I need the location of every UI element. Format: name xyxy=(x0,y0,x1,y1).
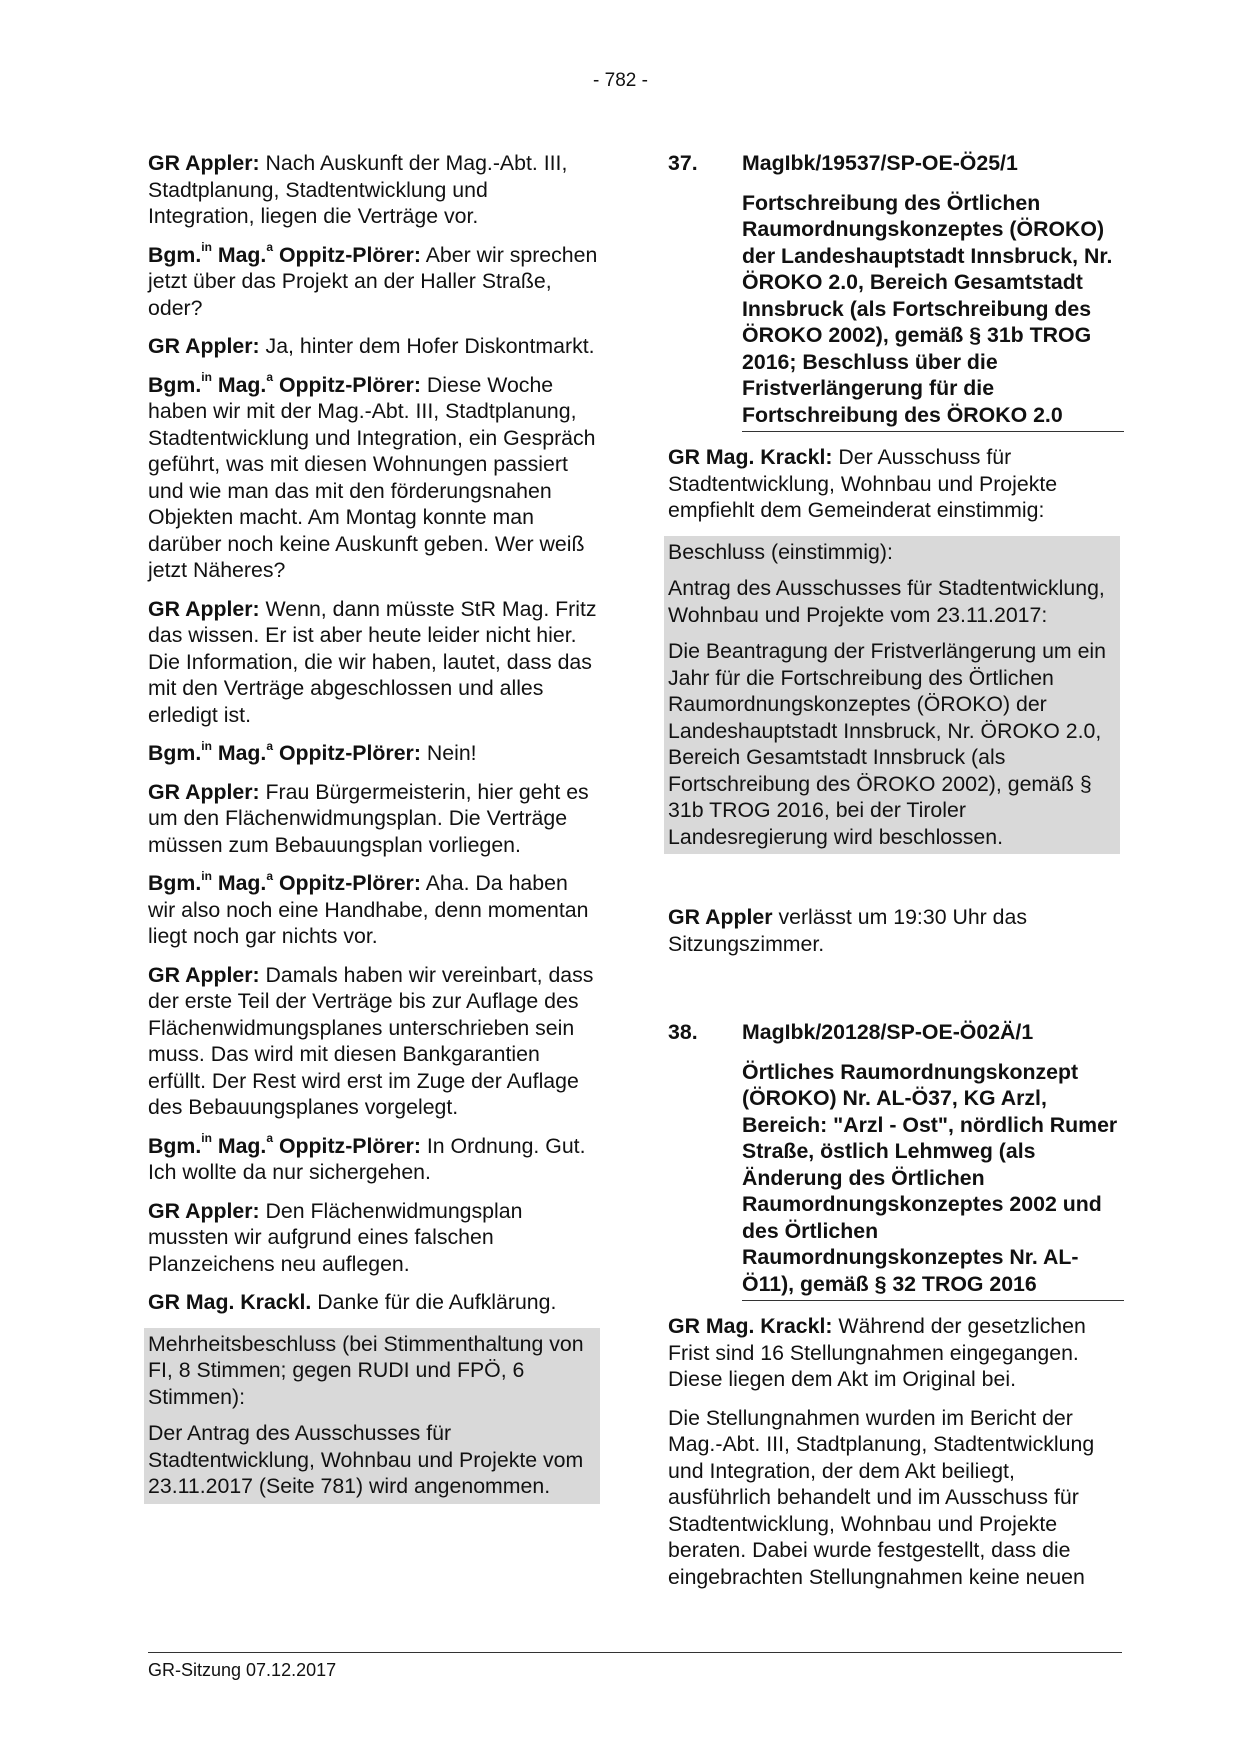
speech xyxy=(148,150,600,230)
speech xyxy=(148,333,600,360)
speaker-name: GR Appler: xyxy=(148,962,260,987)
speech xyxy=(148,870,600,950)
speech xyxy=(148,372,600,584)
agenda-title: Fortschreibung des Örtlichen Raumordnungskonzeptes (ÖROKO) der Landeshauptstadt Innsbruck, Nr. ÖROKO 2.0, Bereich Gesamtstadt Innsbruck (als Fortschreibung des ÖROKO 2002), gemäß § 31b TROG 2016; Beschluss über die Fristverlängerung für die Fortschreibung des ÖROKO 2.0 xyxy=(742,190,1124,433)
speech-text: Danke für die Aufklärung. xyxy=(311,1290,557,1314)
footer-divider xyxy=(148,1652,1122,1653)
speaker-name: GR Appler: xyxy=(148,779,260,804)
speaker-name: Bgm.$^{in}$ Mag.$^a$ Oppitz-Plörer: xyxy=(148,1131,421,1158)
resolution-text: Der Antrag des Ausschusses für Stadtentwicklung, Wohnbau und Projekte vom 23.11.2017 (Seite 781) wird angenommen. xyxy=(148,1421,584,1498)
speech-text: Aber wir sprechen jetzt über das Projekt an der Haller Straße, oder? xyxy=(148,242,598,320)
speaker-name: GR Mag. Krackl. xyxy=(148,1290,312,1314)
speech-text: Wenn, dann müsste StR Mag. Fritz das wissen. Er ist aber heute leider nicht hier. Die Information, die wir haben, lautet, dass das mit den Verträge abgeschlossen und alles erledigt ist. xyxy=(148,596,597,727)
page-number: - 782 - xyxy=(593,70,648,91)
speech xyxy=(148,1133,600,1186)
agenda-item-37 xyxy=(668,150,1120,432)
resolution-box-left xyxy=(144,1328,600,1504)
session-note xyxy=(668,904,1120,957)
speaker-name: Bgm.$^{in}$ Mag.$^a$ Oppitz-Plörer: xyxy=(148,868,421,895)
resolution-motion: Antrag des Ausschusses für Stadtentwicklung, Wohnbau und Projekte vom 23.11.2017: xyxy=(668,576,1105,627)
right-column xyxy=(668,150,1120,1602)
speech-text: Ja, hinter dem Hofer Diskontmarkt. xyxy=(259,334,595,358)
speaker-name: Bgm.$^{in}$ Mag.$^a$ Oppitz-Plörer: xyxy=(148,240,421,267)
speech-text: Nein! xyxy=(420,741,477,765)
speech-text: Damals haben wir vereinbart, dass der erste Teil der Verträge bis zur Auflage des Flächenwidmungsplanes unterschrieben sein muss. Das wird mit diesen Bankgarantien erfüllt. Der Rest wird erst im Zuge der Auflage des Bebauungsplanes vorgelegt. xyxy=(148,962,594,1119)
speaker-name: GR Appler: xyxy=(148,1198,260,1223)
agenda-number: 38. xyxy=(668,1020,698,1044)
speech-text: Der Ausschuss für Stadtentwicklung, Wohnbau und Projekte empfiehlt dem Gemeinderat einstimmig: xyxy=(668,445,1058,522)
speech xyxy=(148,242,600,322)
speaker-name: GR Appler: xyxy=(148,151,260,175)
speech xyxy=(148,779,600,859)
paragraph: Die Stellungnahmen wurden im Bericht der Mag.-Abt. III, Stadtplanung, Stadtentwicklung und Integration, der dem Akt beiliegt, ausführlich behandelt und im Ausschuss für Stadtentwicklung, Wohnbau und Projekte beraten. Dabei wurde festgestellt, dass die eingebrachten Stellungnahmen keine neuen xyxy=(668,1405,1095,1589)
speaker-name: GR Appler: xyxy=(148,334,260,358)
resolution-vote: Mehrheitsbeschluss (bei Stimmenthaltung von FI, 8 Stimmen; gegen RUDI und FPÖ, 6 Stimmen): xyxy=(148,1331,584,1409)
agenda-reference: MagIbk/19537/SP-OE-Ö25/1 xyxy=(742,151,1018,175)
resolution-text: Die Beantragung der Fristverlängerung um ein Jahr für die Fortschreibung des Örtlichen Raumordnungskonzeptes (ÖROKO) der Landeshauptstadt Innsbruck, Nr. ÖROKO 2.0, Bereich Gesamtstadt Innsbruck (als Fortschreibung des ÖROKO 2002), gemäß § 31b TROG 2016, bei der Tiroler Landesregierung wird beschlossen. xyxy=(668,639,1107,849)
speech xyxy=(148,1198,600,1278)
speech xyxy=(668,1313,1120,1393)
speaker-name: Bgm.$^{in}$ Mag.$^a$ Oppitz-Plörer: xyxy=(148,738,421,765)
speaker-name: GR Appler xyxy=(668,905,773,929)
left-column xyxy=(148,150,600,1516)
speech xyxy=(148,596,600,729)
agenda-title: Örtliches Raumordnungskonzept (ÖROKO) Nr. AL-Ö37, KG Arzl, Bereich: "Arzl - Ost", nördlich Rumer Straße, östlich Lehmweg (als Änderung des Örtlichen Raumordnungskonzeptes 2002 und des Örtlichen Raumordnungskonzeptes Nr. AL-Ö11), gemäß § 32 TROG 2016 xyxy=(742,1059,1124,1302)
speaker-name: Bgm.$^{in}$ Mag.$^a$ Oppitz-Plörer: xyxy=(148,370,421,397)
agenda-number: 37. xyxy=(668,151,698,175)
agenda-reference: MagIbk/20128/SP-OE-Ö02Ä/1 xyxy=(742,1020,1034,1044)
speech-text: Während der gesetzlichen Frist sind 16 Stellungnahmen eingegangen. Diese liegen dem Akt im Original bei. xyxy=(668,1314,1086,1391)
speech-text: In Ordnung. Gut. Ich wollte da nur sichergehen. xyxy=(148,1133,586,1184)
speech-text: Diese Woche haben wir mit der Mag.-Abt. III, Stadtplanung, Stadtentwicklung und Integration, ein Gespräch geführt, was mit diesen Wohnungen passiert und wie man das mit den förderungsnahen Objekten macht. Am Montag konnte man darüber noch keine Auskunft geben. Wer weiß jetzt Näheres? xyxy=(148,372,596,582)
speaker-name: GR Mag. Krackl: xyxy=(668,445,833,469)
speaker-name: GR Appler: xyxy=(148,596,260,621)
speaker-name: GR Mag. Krackl: xyxy=(668,1314,833,1338)
resolution-box-37 xyxy=(664,536,1120,855)
speech xyxy=(148,962,600,1121)
footer-session-date: GR-Sitzung 07.12.2017 xyxy=(148,1660,337,1680)
speech-text: Aha. Da haben wir also noch eine Handhabe, denn momentan liegt noch gar nichts vor. xyxy=(148,871,589,948)
note-text: verlässt um 19:30 Uhr das Sitzungszimmer. xyxy=(668,905,1028,956)
speech xyxy=(148,1289,600,1316)
resolution-vote: Beschluss (einstimmig): xyxy=(668,539,893,564)
speech-text: Frau Bürgermeisterin, hier geht es um den Flächenwidmungsplan. Die Verträge müssen zum Bebauungsplan vorliegen. xyxy=(148,779,589,857)
speech-text: Nach Auskunft der Mag.-Abt. III, Stadtplanung, Stadtentwicklung und Integration, liegen die Verträge vor. xyxy=(148,151,568,228)
left-speeches xyxy=(148,150,600,1316)
agenda-item-38 xyxy=(668,1019,1120,1301)
speech xyxy=(668,444,1120,524)
speech xyxy=(148,740,600,767)
speech-text: Den Flächenwidmungsplan mussten wir aufgrund eines falschen Planzeichens neu auflegen. xyxy=(148,1198,523,1276)
